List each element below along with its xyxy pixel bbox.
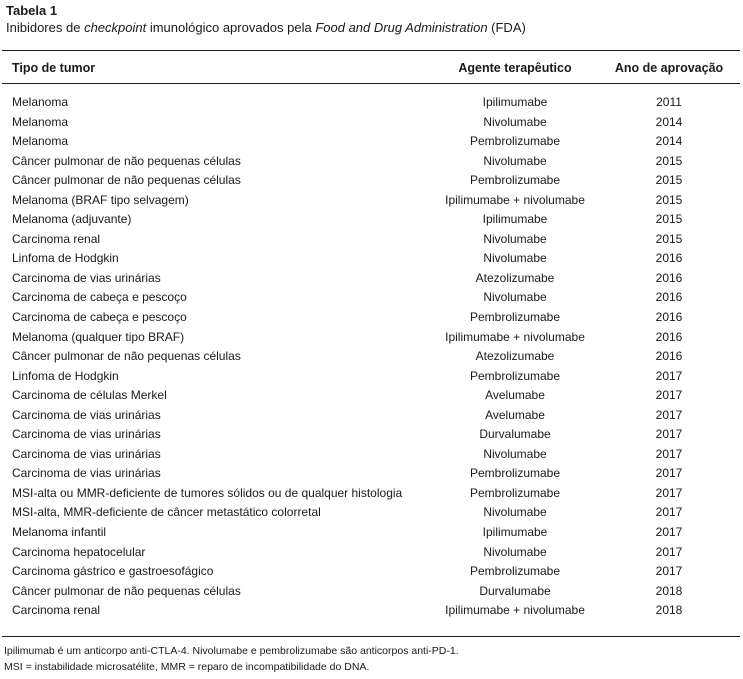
cell-therapeutic-agent: Pembrolizumabe — [469, 134, 561, 149]
cell-approval-year: 2017 — [655, 564, 683, 579]
cell-tumor-type: Melanoma (qualquer tipo BRAF) — [12, 329, 185, 344]
cell-therapeutic-agent: Ipilimumabe + nivolumabe — [445, 603, 585, 618]
cell-approval-year: 2016 — [655, 251, 683, 266]
cell-tumor-type: Carcinoma hepatocelular — [12, 544, 146, 559]
cell-tumor-type: Melanoma (BRAF tipo selvagem) — [12, 192, 189, 207]
cell-therapeutic-agent: Ipilimumabe — [482, 95, 548, 109]
cell-tumor-type: Carcinoma gástrico e gastroesofágico — [12, 564, 214, 579]
cell-therapeutic-agent: Nivolumabe — [483, 251, 547, 266]
cell-approval-year: 2017 — [655, 407, 683, 422]
cell-therapeutic-agent: Avelumabe — [485, 407, 545, 422]
cell-approval-year: 2016 — [655, 290, 683, 305]
table-row — [0, 503, 743, 523]
cell-tumor-type: Carcinoma de vias urinárias — [12, 446, 161, 461]
table-row — [0, 386, 743, 406]
cell-therapeutic-agent: Ipilimumabe — [482, 212, 548, 227]
table-row — [0, 601, 743, 621]
cell-tumor-type: Carcinoma de cabeça e pescoço — [12, 290, 187, 305]
table-row — [0, 367, 743, 387]
cell-approval-year: 2015 — [655, 231, 683, 246]
cell-therapeutic-agent: Durvalumabe — [479, 427, 551, 442]
cell-approval-year: 2015 — [655, 212, 683, 227]
table-caption — [6, 20, 526, 35]
table-row — [0, 484, 743, 504]
cell-therapeutic-agent: Nivolumabe — [483, 544, 547, 559]
cell-therapeutic-agent: Nivolumabe — [483, 231, 547, 246]
cell-tumor-type: Câncer pulmonar de não pequenas células — [12, 583, 241, 598]
table-row — [0, 582, 743, 602]
table-row — [0, 132, 743, 152]
cell-approval-year: 2017 — [655, 544, 683, 559]
table-row — [0, 406, 743, 426]
table-row — [0, 288, 743, 308]
cell-tumor-type: Câncer pulmonar de não pequenas células — [12, 153, 241, 168]
cell-therapeutic-agent: Nivolumabe — [483, 153, 547, 168]
header-therapeutic-agent: Agente terapêutico — [458, 61, 572, 75]
cell-therapeutic-agent: Pembrolizumabe — [469, 173, 561, 188]
cell-approval-year: 2018 — [655, 583, 683, 598]
cell-tumor-type: Câncer pulmonar de não pequenas células — [12, 173, 241, 188]
caption-part: Food and Drug Administration — [315, 20, 488, 35]
cell-tumor-type: MSI-alta ou MMR-deficiente de tumores sólidos ou de qualquer histologia — [12, 485, 403, 500]
cell-therapeutic-agent: Pembrolizumabe — [469, 485, 561, 500]
cell-tumor-type: Linfoma de Hodgkin — [12, 251, 119, 266]
cell-therapeutic-agent: Ipilimumabe + nivolumabe — [445, 329, 585, 344]
cell-therapeutic-agent: Ipilimumabe — [482, 525, 548, 540]
cell-tumor-type: Carcinoma renal — [12, 603, 101, 618]
footnote-abbreviations: MSI = instabilidade microsatélite, MMR = reparo de incompatibilidade do DNA. — [4, 661, 370, 673]
cell-therapeutic-agent: Atezolizumabe — [475, 270, 555, 285]
table-row — [0, 562, 743, 582]
cell-approval-year: 2015 — [655, 192, 683, 207]
cell-approval-year: 2017 — [655, 388, 683, 403]
cell-tumor-type: Melanoma — [12, 95, 69, 109]
cell-tumor-type: Melanoma infantil — [12, 525, 107, 540]
header-rule — [2, 83, 740, 84]
cell-therapeutic-agent: Avelumabe — [485, 388, 545, 403]
table-row — [0, 113, 743, 133]
cell-approval-year: 2017 — [655, 368, 683, 383]
table-row — [0, 249, 743, 269]
cell-tumor-type: Carcinoma de cabeça e pescoço — [12, 310, 187, 325]
table-row — [0, 152, 743, 172]
cell-approval-year: 2018 — [655, 603, 683, 618]
cell-therapeutic-agent: Durvalumabe — [479, 583, 551, 598]
bottom-rule — [2, 636, 740, 637]
cell-therapeutic-agent: Pembrolizumabe — [469, 368, 561, 383]
cell-approval-year: 2015 — [655, 153, 683, 168]
cell-therapeutic-agent: Atezolizumabe — [475, 349, 555, 364]
cell-approval-year: 2014 — [655, 114, 683, 129]
cell-approval-year: 2014 — [655, 134, 683, 149]
table-row — [0, 328, 743, 348]
cell-therapeutic-agent: Pembrolizumabe — [469, 466, 561, 481]
cell-approval-year: 2016 — [655, 270, 683, 285]
cell-approval-year: 2011 — [656, 95, 682, 109]
cell-tumor-type: Linfoma de Hodgkin — [12, 368, 119, 383]
cell-tumor-type: MSI-alta, MMR-deficiente de câncer metastático colorretal — [12, 505, 321, 520]
cell-approval-year: 2017 — [655, 427, 683, 442]
cell-therapeutic-agent: Pembrolizumabe — [469, 564, 561, 579]
cell-tumor-type: Carcinoma de vias urinárias — [12, 270, 161, 285]
cell-approval-year: 2017 — [655, 446, 683, 461]
cell-approval-year: 2017 — [655, 485, 683, 500]
table-row — [0, 230, 743, 250]
caption-part: checkpoint — [84, 20, 147, 35]
cell-approval-year: 2016 — [655, 310, 683, 325]
cell-approval-year: 2015 — [655, 173, 683, 188]
cell-tumor-type: Carcinoma de vias urinárias — [12, 466, 161, 481]
table-row — [0, 523, 743, 543]
footnote-antibodies: Ipilimumab é um anticorpo anti-CTLA-4. Nivolumabe e pembrolizumabe são anticorpos anti-PD-1. — [4, 645, 459, 657]
cell-tumor-type: Melanoma — [12, 114, 69, 129]
cell-approval-year: 2016 — [655, 349, 683, 364]
table-row — [0, 308, 743, 328]
table-row — [0, 347, 743, 367]
table-title: Tabela 1 — [6, 3, 58, 18]
cell-therapeutic-agent: Ipilimumabe + nivolumabe — [445, 192, 585, 207]
cell-approval-year: 2017 — [655, 466, 683, 481]
cell-therapeutic-agent: Nivolumabe — [483, 290, 547, 305]
cell-approval-year: 2017 — [655, 505, 683, 520]
cell-approval-year: 2016 — [655, 329, 683, 344]
table-row — [0, 425, 743, 445]
caption-part: (FDA) — [487, 20, 526, 35]
cell-tumor-type: Câncer pulmonar de não pequenas células — [12, 349, 241, 364]
table-row — [0, 543, 743, 563]
cell-tumor-type: Melanoma (adjuvante) — [12, 212, 132, 227]
header-tumor-type: Tipo de tumor — [12, 61, 96, 75]
table-body — [0, 93, 743, 621]
cell-tumor-type: Carcinoma de células Merkel — [12, 388, 167, 403]
cell-therapeutic-agent: Pembrolizumabe — [469, 310, 561, 325]
table-row — [0, 171, 743, 191]
cell-tumor-type: Carcinoma de vias urinárias — [12, 407, 161, 422]
caption-part: imunológico aprovados pela — [146, 20, 316, 35]
table-row — [0, 93, 743, 113]
table-row — [0, 464, 743, 484]
cell-tumor-type: Melanoma — [12, 134, 69, 149]
table-row — [0, 445, 743, 465]
cell-therapeutic-agent: Nivolumabe — [483, 114, 547, 129]
caption-part: Inibidores de — [6, 20, 85, 35]
table-row — [0, 269, 743, 289]
table-row — [0, 210, 743, 230]
top-rule — [2, 50, 740, 51]
cell-approval-year: 2017 — [655, 525, 683, 540]
cell-therapeutic-agent: Nivolumabe — [483, 505, 547, 520]
cell-tumor-type: Carcinoma renal — [12, 231, 101, 246]
table-row — [0, 191, 743, 211]
header-approval-year: Ano de aprovação — [614, 61, 724, 75]
cell-tumor-type: Carcinoma de vias urinárias — [12, 427, 161, 442]
cell-therapeutic-agent: Nivolumabe — [483, 446, 547, 461]
